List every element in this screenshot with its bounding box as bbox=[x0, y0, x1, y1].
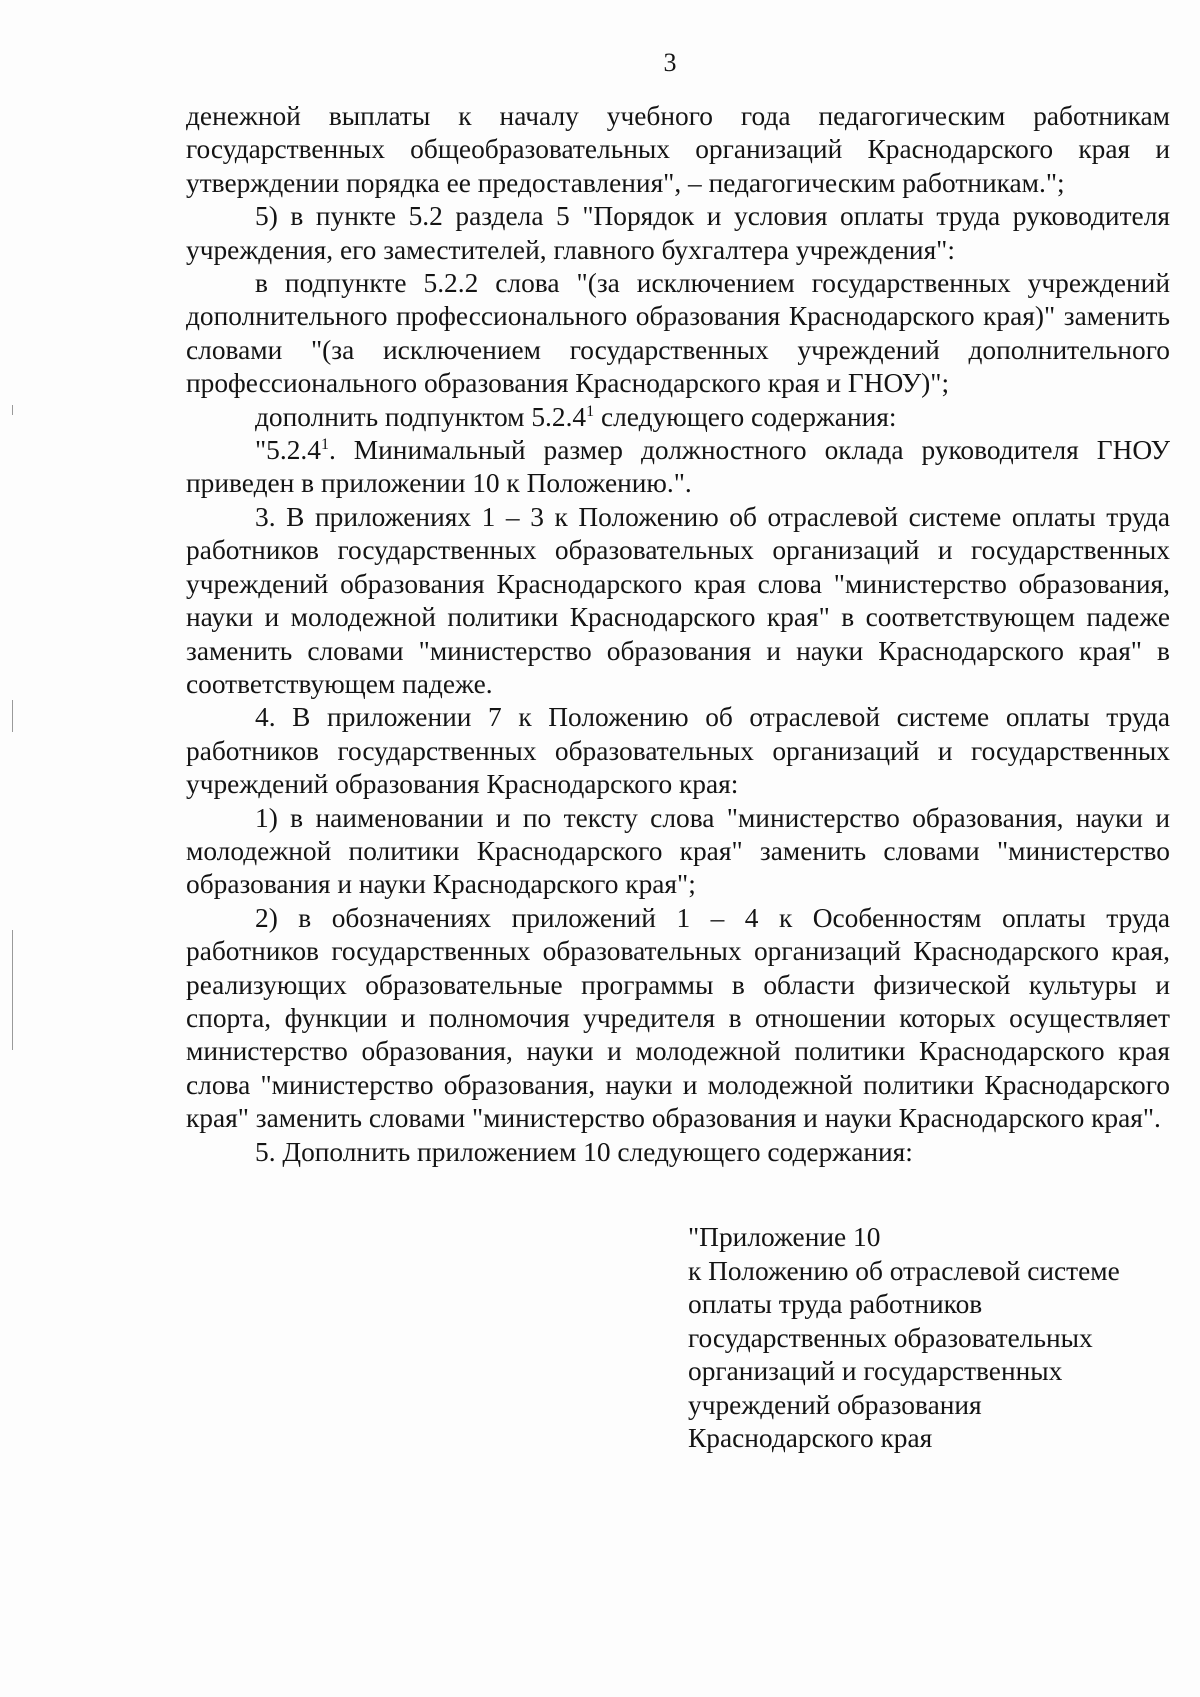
scan-artifact bbox=[12, 930, 13, 1050]
paragraph: 5. Дополнить приложением 10 следующего содержания: bbox=[255, 1136, 913, 1167]
paragraph: в подпункте 5.2.2 слова "(за исключением государственных учреждений дополнительного профессионального образования Краснодарского края)" заменить словами "(за исключением государственных учреждений дополнительного профессионального образования Краснодарского края и ГНОУ)"; bbox=[186, 268, 1170, 399]
superscript: 1 bbox=[586, 402, 595, 420]
paragraph: 1) в наименовании и по тексту слова "министерство образования, науки и молодежной политики Краснодарского края" заменить словами "министерство образования и науки Краснодарского края"; bbox=[186, 802, 1170, 900]
paragraph: 3. В приложениях 1 – 3 к Положению об отраслевой системе оплаты труда работников государственных образовательных организаций и государственных учреждений образования Краснодарского края слова "министерство образования, науки и молодежной политики Краснодарского края" в соответствующем падеже заменить словами "министерство образования и науки Краснодарского края" в соответствующем падеже. bbox=[186, 501, 1170, 699]
text-span: дополнить подпунктом 5.2.4 bbox=[255, 401, 587, 432]
appendix-line: "Приложение 10 bbox=[688, 1222, 881, 1252]
appendix-line: Краснодарского края bbox=[688, 1423, 933, 1453]
paragraph: денежной выплаты к началу учебного года педагогическим работникам государственных общеобразовательных организаций Краснодарского края и утверждении порядка ее предоставления", – педагогическим работникам."; bbox=[186, 101, 1170, 198]
scan-artifact bbox=[12, 405, 13, 415]
paragraph bbox=[186, 401, 1170, 434]
appendix-line: государственных образовательных bbox=[688, 1322, 1093, 1353]
superscript: 1 bbox=[320, 436, 329, 454]
paragraph: 2) в обозначениях приложений 1 – 4 к Особенностям оплаты труда работников государственных образовательных организаций Краснодарского края, реализующих образовательные программы в области физической культуры и спорта, функции и полномочия учредителя в отношении которых осуществляет министерство образования, науки и молодежной политики Краснодарского края слова "министерство образования, науки и молодежной политики Краснодарского края" заменить словами "министерство образования и науки Краснодарского края". bbox=[186, 902, 1170, 1134]
paragraph: 5) в пункте 5.2 раздела 5 "Порядок и условия оплаты труда руководителя учреждения, его заместителей, главного бухгалтера учреждения": bbox=[186, 201, 1170, 265]
text-span: "5.2.4 bbox=[255, 435, 321, 466]
appendix-line: организаций и государственных bbox=[688, 1356, 1063, 1386]
text-span: . Минимальный размер должностного оклада руководителя ГНОУ приведен в приложении 10 к Положению.". bbox=[186, 435, 1170, 499]
paragraph bbox=[186, 434, 1170, 501]
page-number: 3 bbox=[663, 48, 677, 77]
text-span: следующего содержания: bbox=[594, 401, 897, 432]
appendix-header bbox=[688, 1221, 1168, 1456]
appendix-line: учреждений образования bbox=[688, 1389, 982, 1420]
appendix-line: к Положению об отраслевой системе bbox=[688, 1255, 1120, 1286]
paragraph: 4. В приложении 7 к Положению об отраслевой системе оплаты труда работников государственных образовательных организаций и государственных учреждений образования Краснодарского края: bbox=[186, 702, 1170, 800]
document-body bbox=[186, 100, 1170, 1169]
scan-artifact bbox=[12, 700, 13, 732]
appendix-line: оплаты труда работников bbox=[688, 1289, 983, 1319]
